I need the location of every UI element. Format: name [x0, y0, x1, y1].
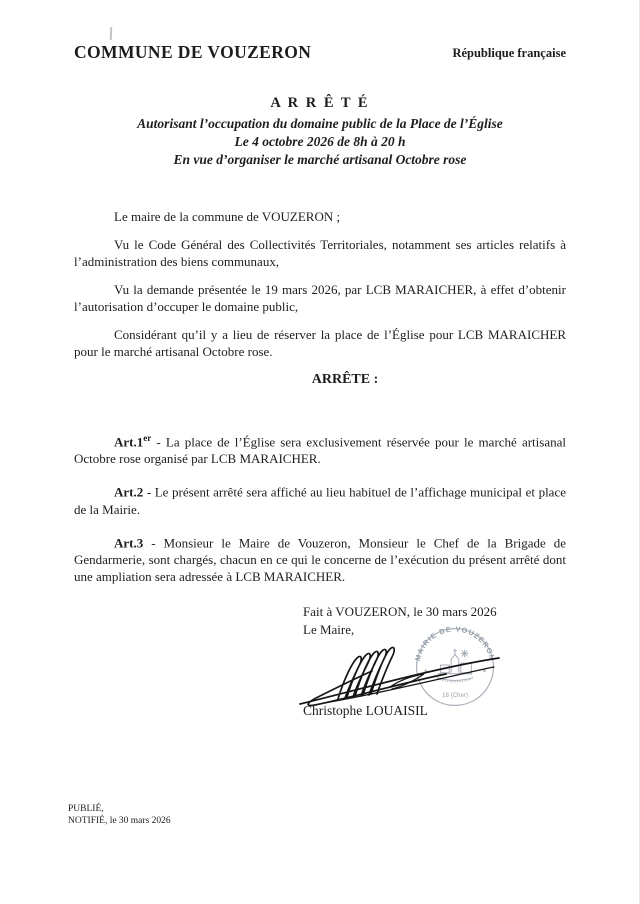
role-line: Le Maire, [303, 622, 355, 637]
handwritten-signature [294, 630, 506, 712]
stamp-left-star-icon: ✶ [423, 668, 429, 675]
document-header [74, 42, 566, 63]
republique-label: République française [452, 46, 566, 60]
article-1-text: - La place de l’Église sera exclusivement réservée pour le marché artisanal Octobre rose organisé par LCB MARAICHER. [74, 434, 566, 467]
document-body [74, 208, 566, 598]
publication-footer [68, 803, 171, 827]
paragraph-maire: Le maire de la commune de VOUZERON ; [114, 209, 341, 224]
article-2-text: - Le présent arrêté sera affiché au lieu habituel de l’affichage municipal et place de la Mairie. [74, 484, 566, 517]
article-1-label: Art.1 [114, 434, 144, 450]
subtitle-line-3: En vue d’organiser le marché artisanal Octobre rose [173, 152, 467, 167]
commune-title: COMMUNE DE VOUZERON [74, 42, 312, 62]
published-line: PUBLIÉ, [68, 804, 104, 814]
article-1 [74, 430, 566, 467]
document-title: A R R Ê T É [270, 95, 370, 111]
article-3-text: - Monsieur le Maire de Vouzeron, Monsieur le Chef de la Brigade de Gendarmerie, sont chargés, chacun en ce qui le concerne de l’exécution du présent arrêté dont une ampliation sera adressée à LCB MARAICHER. [74, 534, 566, 584]
stamp-top-text: MAIRIE DE VOUZERON [412, 624, 498, 662]
arrete-heading: ARRÊTE : [311, 372, 379, 387]
paragraph-vu-code: Vu le Code Général des Collectivités Territoriales, notamment ses articles relatifs à l’administration des biens communaux, [74, 237, 566, 269]
scan-artifact-mark [110, 27, 112, 40]
article-2-label: Art.2 [114, 484, 144, 500]
title-block [0, 95, 640, 169]
stamp-bottom-text: 18 (Cher) [442, 691, 468, 699]
subtitle-line-1: Autorisant l’occupation du domaine public de la Place de l’Église [137, 116, 503, 131]
signatory-name: Christophe LOUAISIL [303, 703, 428, 718]
article-1-superscript: er [143, 433, 152, 443]
notified-line: NOTIFIÉ, le 30 mars 2026 [68, 816, 171, 826]
article-3-label: Art.3 [114, 534, 144, 550]
article-3 [74, 531, 566, 585]
paragraph-vu-demande: Vu la demande présentée le 19 mars 2026, par LCB MARAICHER, à effet d’obtenir l’autorisation d’occuper le domaine public, [74, 282, 566, 314]
paragraph-considerant: Considérant qu’il y a lieu de réserver la place de l’Église pour LCB MARAICHER pour le marché artisanal Octobre rose. [74, 327, 566, 359]
fait-line: Fait à VOUZERON, le 30 mars 2026 [303, 604, 497, 619]
article-2 [74, 480, 566, 517]
subtitle-line-2: Le 4 octobre 2026 de 8h à 20 h [234, 134, 406, 149]
stamp-right-star-icon: ✶ [481, 668, 487, 675]
